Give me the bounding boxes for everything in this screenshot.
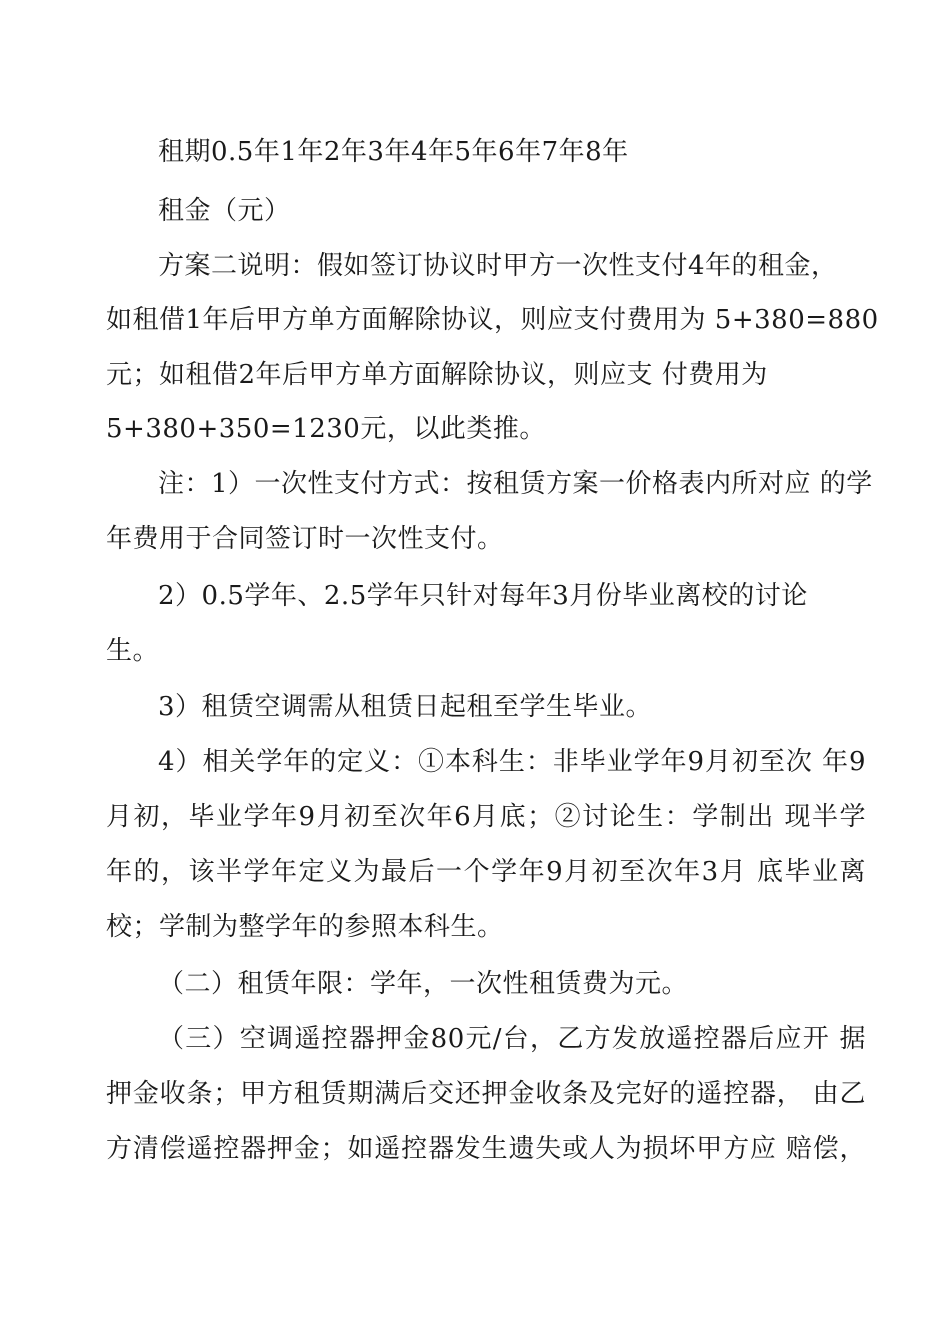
text-line: （三）空调遥控器押金80元/台，乙方发放遥控器后应开 据	[158, 1024, 866, 1054]
text-line: 方清偿遥控器押金；如遥控器发生遗失或人为损坏甲方应 赔偿，	[106, 1134, 866, 1164]
text-line: 年费用于合同签订时一次性支付。	[106, 524, 504, 554]
text-line: 4）相关学年的定义：①本科生：非毕业学年9月初至次 年9	[158, 747, 866, 777]
text-line: 租期0.5年1年2年3年4年5年6年7年8年	[158, 137, 629, 167]
text-line: 校；学制为整学年的参照本科生。	[106, 912, 504, 942]
text-line: 元；如租借2年后甲方单方面解除协议，则应支 付费用为	[106, 360, 768, 390]
text-line: 5+380+350=1230元，以此类推。	[106, 414, 546, 444]
text-line: （二）租赁年限：学年，一次性租赁费为元。	[158, 969, 689, 999]
text-line: 年的，该半学年定义为最后一个学年9月初至次年3月 底毕业离	[106, 857, 866, 887]
text-line: 租金（元）	[158, 196, 291, 226]
text-line: 月初，毕业学年9月初至次年6月底；②讨论生：学制出 现半学	[106, 802, 866, 832]
text-line: 注：1）一次性支付方式：按租赁方案一价格表内所对应 的学	[158, 469, 873, 499]
text-line: 如租借1年后甲方单方面解除协议，则应支付费用为 5+380=880	[106, 305, 879, 335]
text-line: 2）0.5学年、2.5学年只针对每年3月份毕业离校的讨论	[158, 581, 808, 611]
text-line: 3）租赁空调需从租赁日起租至学生毕业。	[158, 692, 653, 722]
text-line: 方案二说明：假如签订协议时甲方一次性支付4年的租金，	[158, 251, 838, 281]
text-line: 押金收条；甲方租赁期满后交还押金收条及完好的遥控器， 由乙	[106, 1079, 866, 1109]
text-line: 生。	[106, 636, 160, 666]
